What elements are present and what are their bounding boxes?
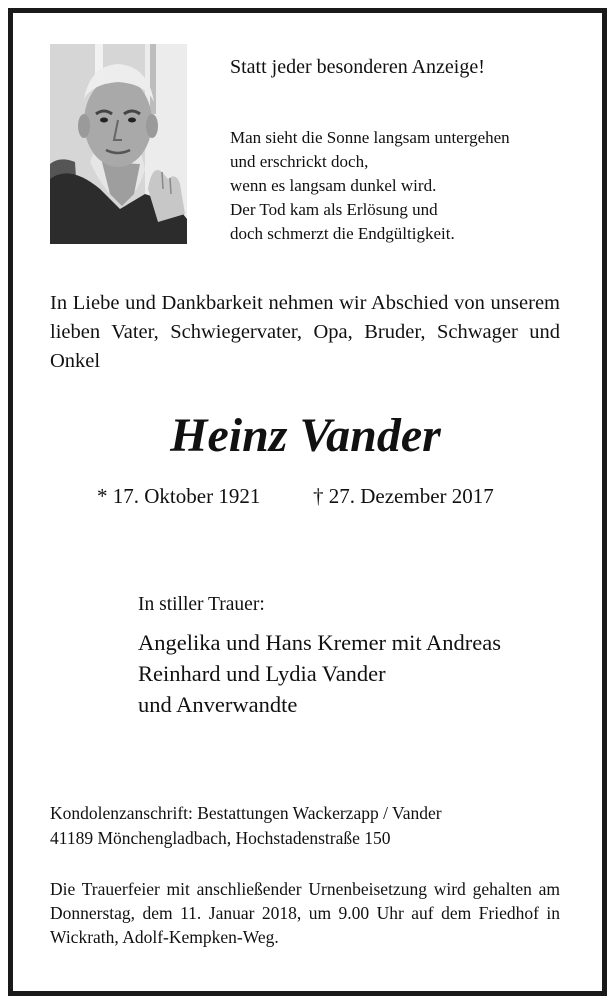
death-date: † 27. Dezember 2017 xyxy=(313,484,494,508)
poem xyxy=(230,126,510,246)
condolence-line: Kondolenzanschrift: Bestattungen Wackerzapp / Vander xyxy=(50,803,442,823)
poem-line: doch schmerzt die Endgültigkeit. xyxy=(230,224,455,243)
mourners-list xyxy=(138,627,501,720)
mourner-line: Reinhard und Lydia Vander xyxy=(138,661,386,686)
intro-text: In Liebe und Dankbarkeit nehmen wir Abschied von unserem lieben Vater, Schwiegervater, Opa, Bruder, Schwager und Onkel xyxy=(50,292,560,372)
poem-line: wenn es langsam dunkel wird. xyxy=(230,176,437,195)
notice-heading: Statt jeder besonderen Anzeige! xyxy=(230,56,485,78)
poem-line: Der Tod kam als Erlösung und xyxy=(230,200,438,219)
condolence-line: 41189 Mönchengladbach, Hochstadenstraße 150 xyxy=(50,828,391,848)
mourning-label: In stiller Trauer: xyxy=(138,594,265,615)
service-info: Die Trauerfeier mit anschließender Urnenbeisetzung wird gehalten am Donnerstag, dem 11. Januar 2018, um 9.00 Uhr auf dem Friedhof in Wickrath, Adolf-Kempken-Weg. xyxy=(50,879,560,947)
portrait-photo xyxy=(50,44,187,244)
mourner-line: und Anverwandte xyxy=(138,692,298,717)
poem-line: und erschrickt doch, xyxy=(230,152,369,171)
mourner-line: Angelika und Hans Kremer mit Andreas xyxy=(138,630,502,655)
birth-date: * 17. Oktober 1921 xyxy=(97,484,261,508)
condolence-address xyxy=(50,801,442,851)
deceased-name: Heinz Vander xyxy=(170,409,441,462)
poem-line: Man sieht die Sonne langsam untergehen xyxy=(230,128,510,147)
